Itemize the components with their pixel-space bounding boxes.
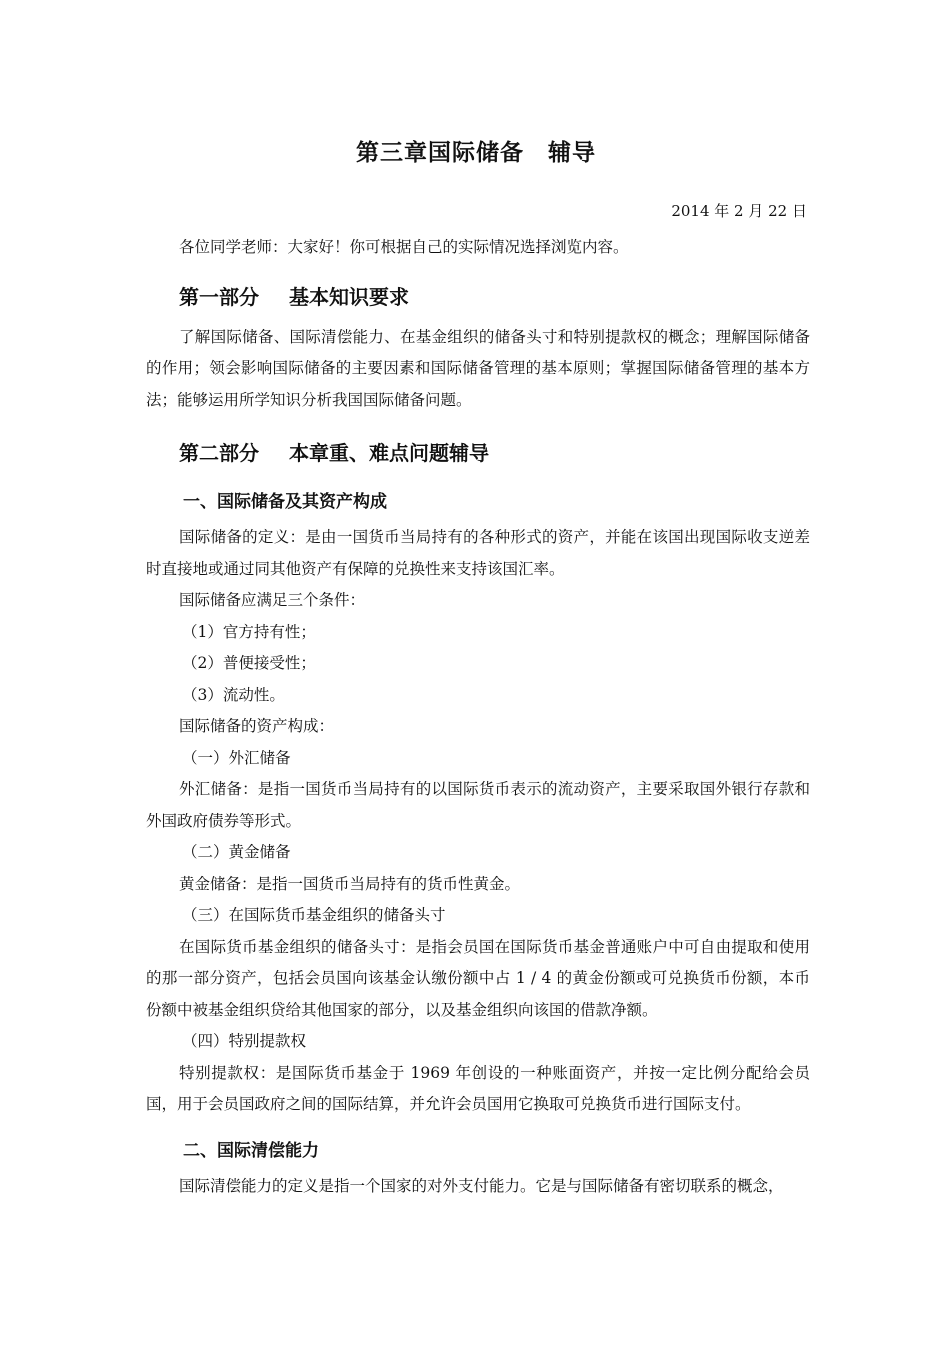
document-title: 第三章国际储备 辅导 (356, 140, 596, 166)
forex-paragraph: 外汇储备：是指一国货币当局持有的以国际货币表示的流动资产，主要采取国外银行存款和外国政府债券等形式。 (146, 780, 810, 830)
conditions-intro: 国际储备应满足三个条件： (179, 591, 366, 609)
document-body (146, 232, 810, 1202)
sdr-paragraph: 特别提款权：是国际货币基金于 1969 年创设的一种账面资产，并按一定比例分配给会员国，用于会员国政府之间的国际结算，并允许会员国用它换取可兑换货币进行国际支付。 (146, 1063, 810, 1113)
part2-label: 第二部分 (179, 441, 259, 465)
reserve-definition-paragraph: 国际储备的定义：是由一国货币当局持有的各种形式的资产，并能在该国出现国际收支逆差时直接地或通过同其他资产有保障的兑换性来支持该国汇率。 (146, 528, 810, 578)
part1-title: 基本知识要求 (289, 284, 409, 309)
condition-item: （2）普便接受性； (182, 654, 316, 672)
section2-heading: 二、国际清偿能力 (183, 1140, 319, 1161)
condition-item: （1）官方持有性； (182, 622, 316, 641)
subsection-title-gold: （二）黄金储备 (182, 843, 291, 861)
part2-heading (179, 438, 810, 468)
greeting-paragraph: 各位同学老师：大家好！你可根据自己的实际情况选择浏览内容。 (179, 238, 629, 256)
subsection-title-sdr: （四）特别提款权 (182, 1032, 307, 1050)
section1-heading: 一、国际储备及其资产构成 (183, 492, 387, 512)
subsection-title-imf-position: （三）在国际货币基金组织的储备头寸 (182, 906, 446, 924)
part1-heading (179, 282, 810, 312)
imf-position-paragraph: 在国际货币基金组织的储备头寸：是指会员国在国际货币基金普通账户中可自由提取和使用的那一部分资产，包括会员国向该基金认缴份额中占 1 / 4 的黄金份额或可兑换货币份额，本币份额中被基金组织贷给其他国家的部分，以及基金组织向该国的借款净额。 (146, 937, 810, 1019)
composition-intro: 国际储备的资产构成： (179, 717, 335, 735)
part2-title: 本章重、难点问题辅导 (289, 441, 489, 465)
document-date: 2014 年 2 月 22 日 (671, 202, 807, 220)
liquidity-paragraph: 国际清偿能力的定义是指一个国家的对外支付能力。它是与国际储备有密切联系的概念， (179, 1176, 784, 1195)
part1-label: 第一部分 (179, 284, 259, 309)
gold-paragraph: 黄金储备：是指一国货币当局持有的货币性黄金。 (179, 874, 521, 893)
subsection-title-forex: （一）外汇储备 (182, 748, 291, 767)
condition-item: （3）流动性。 (182, 685, 285, 704)
part1-paragraph: 了解国际储备、国际清偿能力、在基金组织的储备头寸和特别提款权的概念；理解国际储备的作用；领会影响国际储备的主要因素和国际储备管理的基本原则；掌握国际储备管理的基本方法；能够运用所学知识分析我国国际储备问题。 (146, 327, 810, 409)
